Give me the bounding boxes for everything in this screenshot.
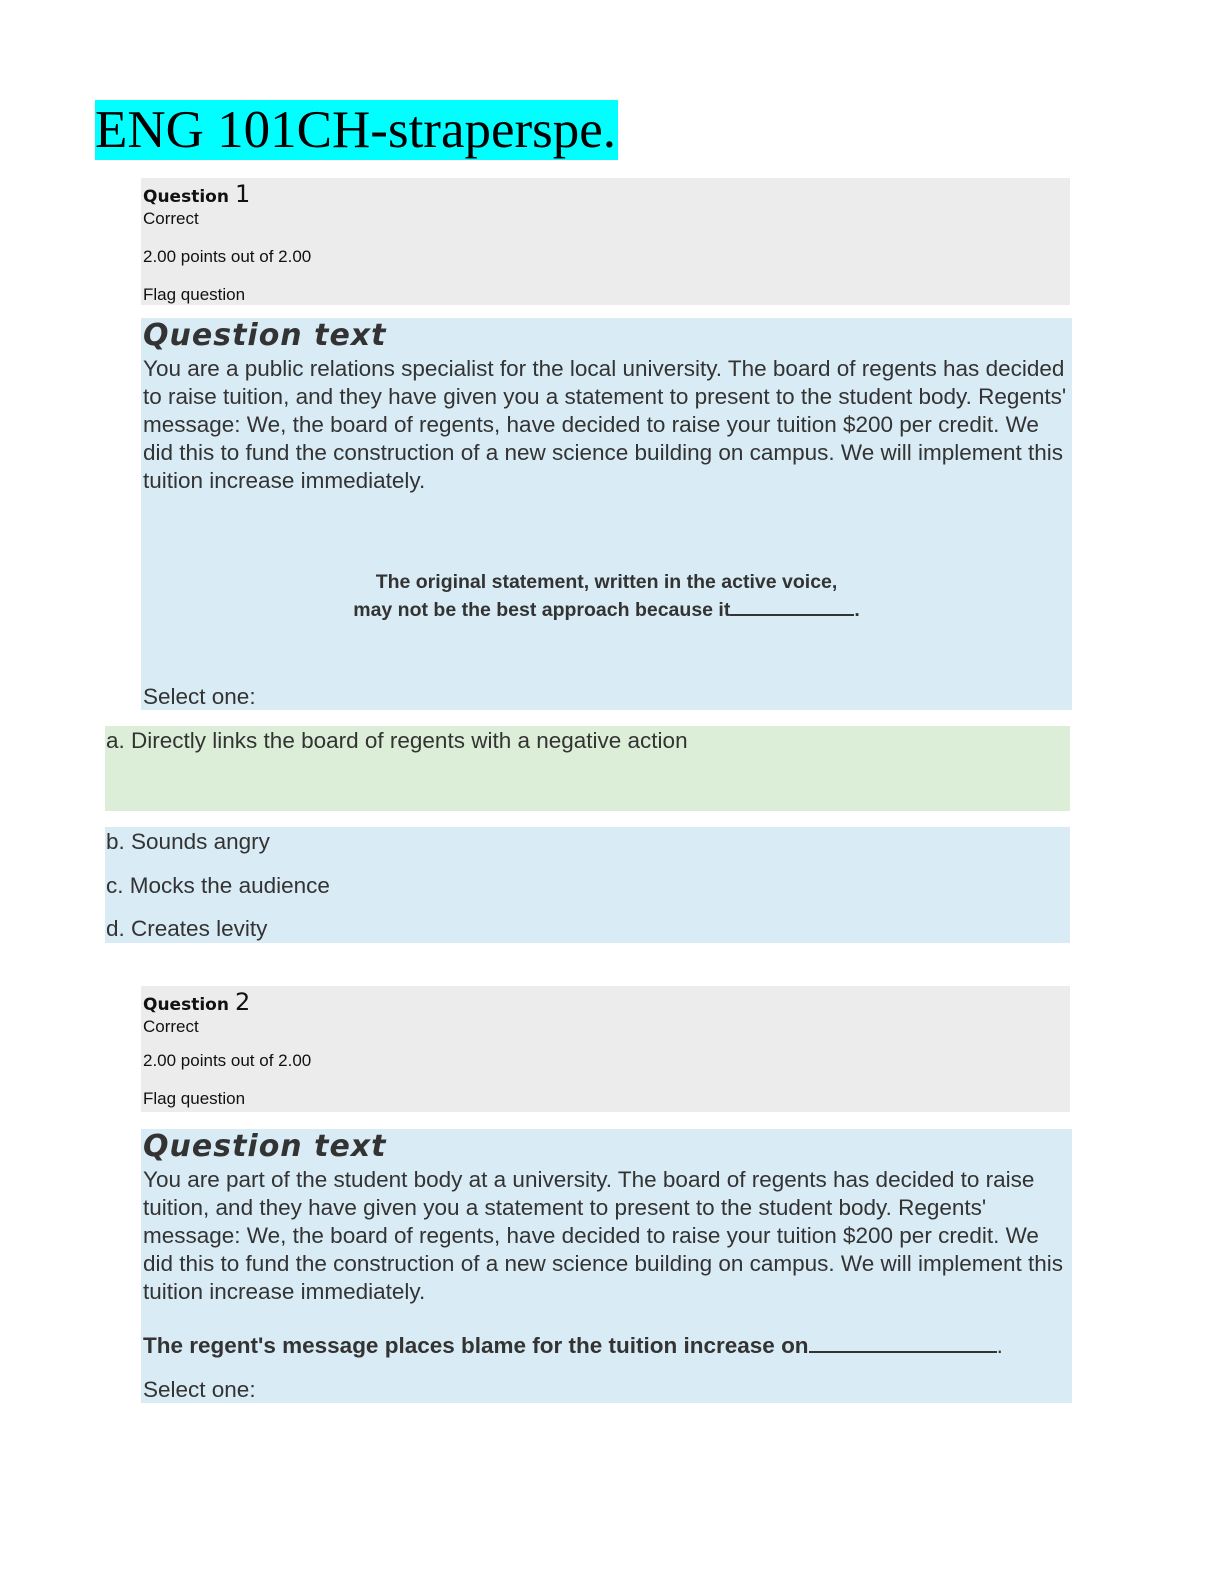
question-points: 2.00 points out of 2.00 (143, 1051, 312, 1070)
document-title: ENG 101CH-straperspe. (95, 101, 617, 159)
option-a-correct[interactable] (105, 726, 1070, 811)
question-status: Correct (143, 1017, 199, 1036)
option-d[interactable] (106, 916, 267, 942)
question-number (143, 180, 250, 208)
question-2-info (141, 986, 1070, 1112)
question-body: You are a public relations specialist for the local university. The board of regents has decided to raise tuition, and they have given you a statement to present to the student body. Regents' message: We, the board of regents, have decided to raise your tuition $200 per credit. We did this to fund the construction of a new science building on campus. We will implement this tuition increase immediately. (143, 356, 1067, 493)
answer-blank (730, 614, 854, 616)
question-label: Question (143, 995, 229, 1015)
question-points: 2.00 points out of 2.00 (143, 247, 312, 266)
option-text: Sounds angry (131, 829, 270, 854)
answer-blank (809, 1351, 997, 1353)
question-number-value: 1 (234, 180, 251, 208)
question-1-text (141, 318, 1072, 710)
question-1-info (141, 178, 1070, 305)
prompt-line-1: The original statement, written in the active voice, (375, 571, 838, 593)
select-one-label: Select one: (143, 1377, 256, 1402)
option-letter: d. (106, 916, 125, 941)
question-number-value: 2 (234, 988, 251, 1016)
flag-question-link[interactable]: Flag question (143, 1089, 246, 1108)
select-one-label: Select one: (143, 684, 256, 709)
question-text-heading: Question text (143, 318, 387, 353)
question-2-text (141, 1129, 1072, 1403)
option-text: Mocks the audience (129, 873, 330, 898)
question-prompt: The regent's message places blame for the tuition increase on . (143, 1333, 1003, 1358)
question-status: Correct (143, 209, 199, 228)
prompt-line-2: may not be the best approach because it . (353, 599, 860, 621)
question-label: Question (143, 187, 229, 207)
option-letter: b. (106, 829, 125, 854)
options-list (105, 827, 1070, 943)
question-body: You are part of the student body at a university. The board of regents has decided to raise tuition, and they have given you a statement to present to the student body. Regents' message: We, the board of regents, have decided to raise your tuition $200 per credit. We did this to fund the construction of a new science building on campus. We will implement this tuition increase immediately. (143, 1167, 1064, 1304)
option-c[interactable] (106, 873, 330, 899)
option-letter: c. (106, 873, 124, 898)
option-b[interactable] (106, 829, 270, 855)
option-a[interactable] (106, 728, 688, 754)
flag-question-link[interactable]: Flag question (143, 285, 246, 304)
question-text-heading: Question text (143, 1129, 387, 1164)
option-text: Directly links the board of regents with a negative action (131, 728, 688, 753)
option-text: Creates levity (131, 916, 268, 941)
option-letter: a. (106, 728, 125, 753)
question-number (143, 988, 250, 1016)
question-prompt (141, 568, 1072, 624)
